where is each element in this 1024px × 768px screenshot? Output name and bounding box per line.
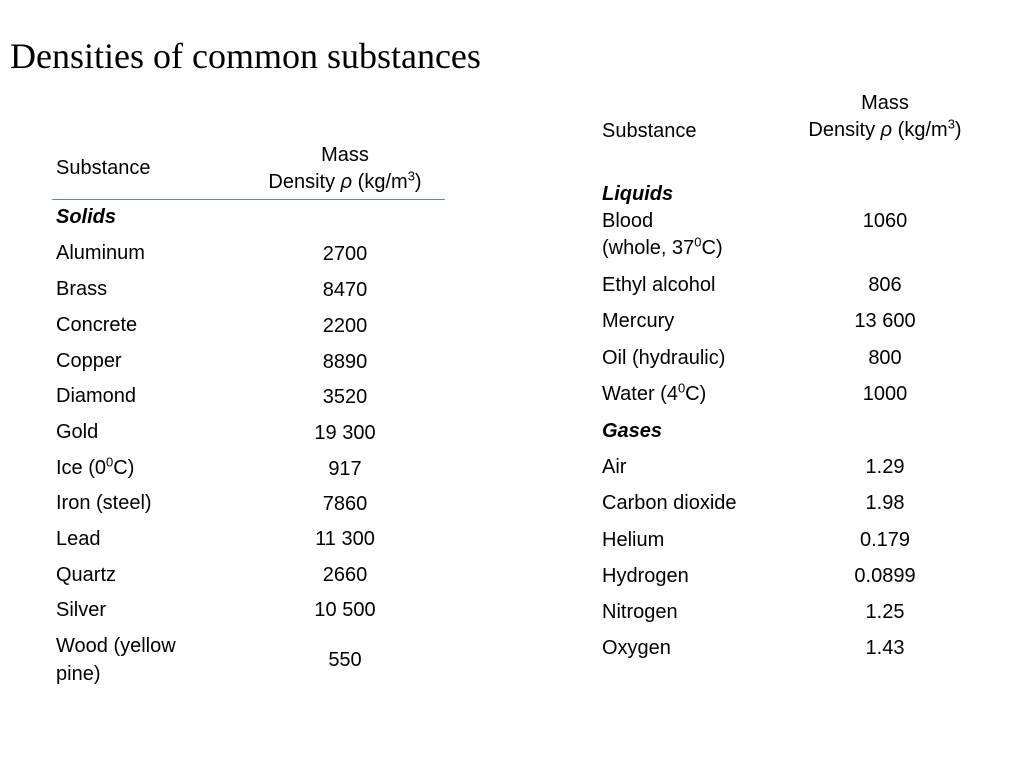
left-header-mass: Mass: [321, 144, 369, 166]
right-category-gases: Gases: [602, 420, 663, 442]
right-row-name: Helium: [602, 529, 665, 551]
left-row-value: 2700: [322, 243, 368, 265]
right-row-value: 1000: [862, 383, 908, 405]
left-category-solids: Solids: [56, 206, 117, 228]
left-row-value: 8470: [322, 279, 368, 301]
right-row-value: 13 600: [854, 310, 916, 332]
right-row-value: 800: [868, 347, 902, 369]
right-category-liquids: Liquids: [602, 183, 674, 205]
right-row-value: 0.0899: [854, 565, 916, 587]
left-row-name: Iron (steel): [56, 492, 152, 514]
right-row-value: 1.43: [865, 637, 905, 659]
right-row-value: 0.179: [859, 529, 911, 551]
left-row-value: 2660: [322, 564, 368, 586]
left-row-name-line1: Wood (yellow: [56, 635, 176, 657]
left-row-name: Lead: [56, 528, 101, 550]
right-row-name: Hydrogen: [602, 565, 689, 587]
right-row-name: Ethyl alcohol: [602, 274, 716, 296]
left-row-value: 550: [328, 649, 362, 671]
right-row-name: Carbon dioxide: [602, 492, 737, 514]
right-row-name: Oxygen: [602, 637, 671, 659]
right-row-value: 1060: [862, 210, 908, 232]
left-header-substance: Substance: [56, 157, 151, 179]
right-row-name: Air: [602, 456, 627, 478]
left-row-value: 7860: [322, 493, 368, 515]
left-row-name: Brass: [56, 278, 108, 300]
left-row-value: 2200: [322, 315, 368, 337]
left-row-value: 10 500: [314, 599, 376, 621]
right-row-name: Water $(4^0C)$: [602, 380, 707, 405]
left-row-name: Silver: [56, 599, 107, 621]
left-row-name: Quartz: [56, 564, 117, 586]
right-row-name: Nitrogen: [602, 601, 678, 623]
left-row-name: Gold: [56, 421, 99, 443]
right-row-name: Oil (hydraulic): [602, 347, 726, 369]
left-row-value: 3520: [322, 386, 368, 408]
left-row-name: Ice $(0^0C)$: [56, 454, 135, 479]
left-row-value: 917: [328, 458, 362, 480]
left-row-name: Concrete: [56, 314, 138, 336]
right-header-density: Density ρ $(kg/m^3)$: [808, 116, 962, 141]
slide-title: Densities of common substances: [10, 36, 481, 76]
right-row-value: 1.29: [865, 456, 905, 478]
left-row-value: 8890: [322, 351, 368, 373]
right-header-mass: Mass: [861, 92, 909, 114]
left-row-name: Aluminum: [56, 242, 145, 264]
right-row-value: 1.25: [865, 601, 905, 623]
left-header-rule: [52, 199, 445, 200]
left-row-name-line2: pine): [56, 663, 101, 685]
left-row-value: 11 300: [315, 528, 375, 550]
right-row-name-line2: (whole, $37^0C$): [602, 234, 723, 259]
right-row-name: Mercury: [602, 310, 675, 332]
right-row-value: 1.98: [865, 492, 905, 514]
left-row-name: Diamond: [56, 385, 137, 407]
left-row-name: Copper: [56, 350, 122, 372]
right-row-name-line1: Blood: [602, 210, 654, 232]
left-header-density: Density ρ $(kg/m^3)$: [268, 168, 422, 193]
right-header-substance: Substance: [602, 120, 697, 142]
right-row-value: 806: [868, 274, 902, 296]
left-row-value: 19 300: [314, 422, 376, 444]
